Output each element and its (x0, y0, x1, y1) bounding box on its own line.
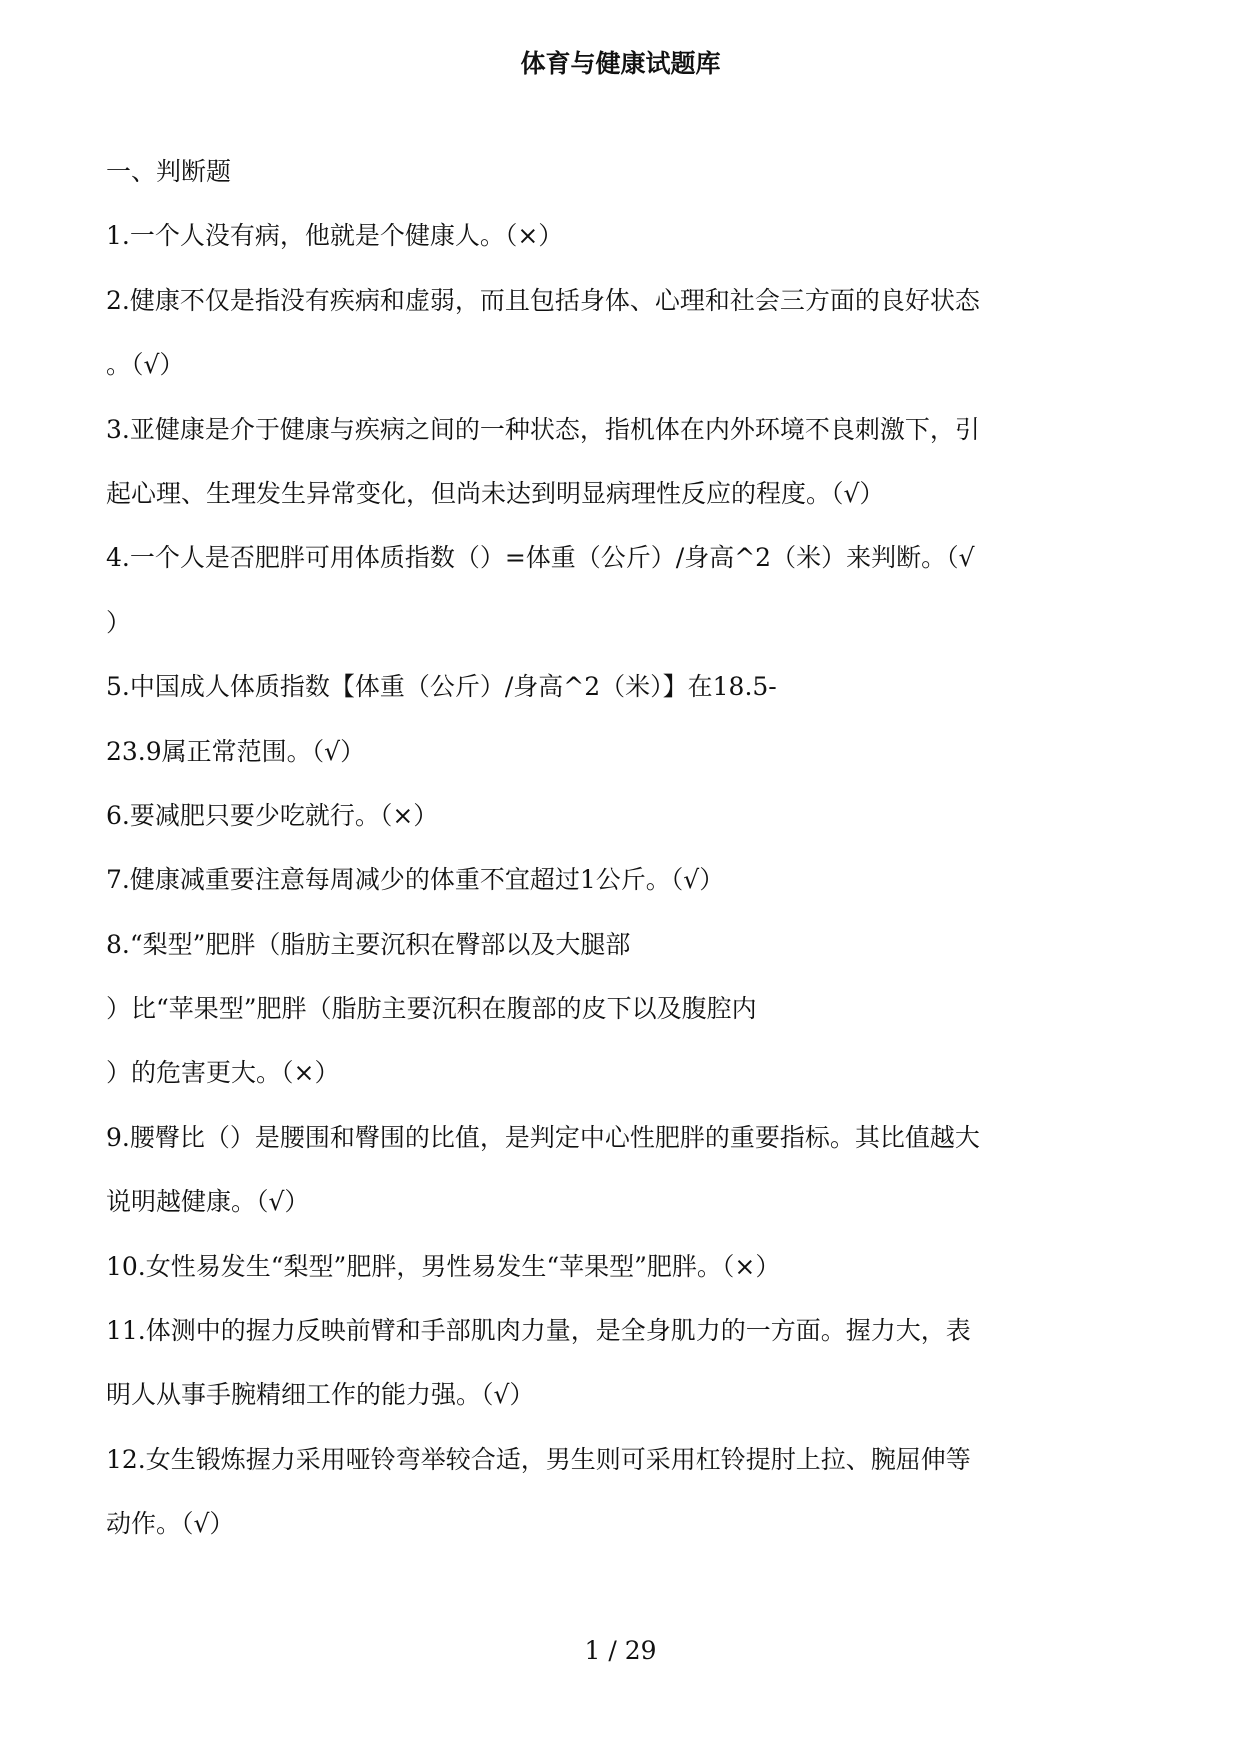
text-line: 说明越健康。（√） (106, 1187, 310, 1217)
text-line: ） (106, 607, 132, 637)
text-line: 5.中国成人体质指数【体重（公斤）/身高^2（米）】在18.5- (106, 672, 777, 702)
text-line: 3.亚健康是介于健康与疾病之间的一种状态，指机体在内外环境不良刺激下，引 (106, 414, 980, 444)
text-line: 起心理、生理发生异常变化，但尚未达到明显病理性反应的程度。（√） (106, 478, 885, 508)
text-line: ）的危害更大。（×） (106, 1058, 340, 1088)
page-title: 体育与健康试题库 (520, 49, 721, 78)
text-line: 8.“梨型”肥胖（脂肪主要沉积在臀部以及大腿部 (106, 929, 631, 959)
text-line: 7.健康减重要注意每周减少的体重不宜超过1公斤。（√） (106, 865, 725, 895)
text-line: 23.9属正常范围。（√） (106, 736, 366, 766)
text-line: 11.体测中的握力反映前臂和手部肌肉力量，是全身肌力的一方面。握力大，表 (106, 1316, 971, 1346)
text-line: 。（√） (106, 350, 185, 380)
page-number: 1 / 29 (584, 1636, 657, 1665)
text-line: 2.健康不仅是指没有疾病和虚弱，而且包括身体、心理和社会三方面的良好状态 (106, 285, 980, 315)
document-body (106, 152, 1156, 1569)
text-line: ）比“苹果型”肥胖（脂肪主要沉积在腹部的皮下以及腹腔内 (106, 994, 757, 1024)
text-line: 10.女性易发生“梨型”肥胖，男性易发生“苹果型”肥胖。（×） (106, 1251, 781, 1281)
text-line: 9.腰臀比（）是腰围和臀围的比值，是判定中心性肥胖的重要指标。其比值越大 (106, 1122, 980, 1152)
text-line: 4.一个人是否肥胖可用体质指数（）=体重（公斤）/身高^2（米）来判断。（√ (106, 543, 975, 573)
text-line: 1.一个人没有病，他就是个健康人。（×） (106, 221, 564, 251)
text-line: 动作。（√） (106, 1509, 235, 1539)
text-line: 明人从事手腕精细工作的能力强。（√） (106, 1380, 535, 1410)
section-heading: 一、判断题 (106, 157, 232, 186)
text-line: 12.女生锻炼握力采用哑铃弯举较合适，男生则可采用杠铃提肘上拉、腕屈伸等 (106, 1444, 971, 1474)
text-line: 6.要减肥只要少吃就行。（×） (106, 800, 439, 830)
